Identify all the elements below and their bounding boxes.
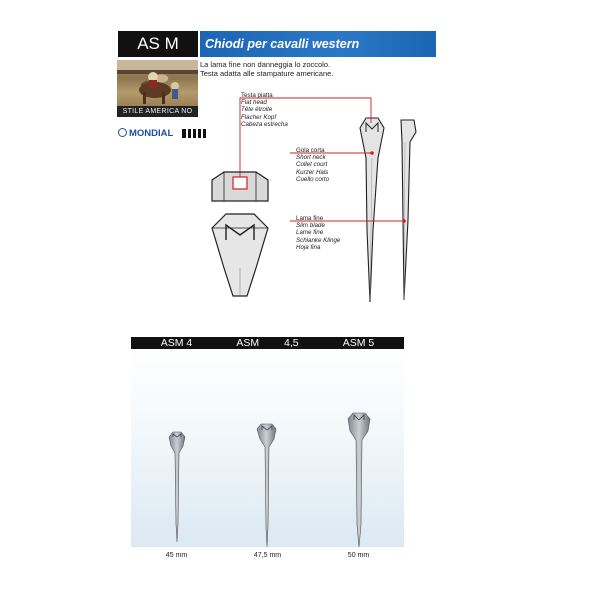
product-title: Chiodi per cavalli western [200,31,436,57]
label-line: Slim blade [296,222,325,230]
label-slim-blade [296,215,340,251]
nail-side-view [401,120,416,300]
size-image [222,349,313,547]
size-length: 45 mm [165,552,188,559]
label-line: Cabeza estrecha [241,120,288,128]
size-column-asm5 [313,337,404,559]
callout-dot [402,219,406,223]
nail-front-view [360,118,384,302]
label-title: Testa piatta [241,92,273,99]
label-line: Short neck [296,154,326,162]
label-line: Collet court [296,161,328,169]
size-name: ASM 4 [131,337,222,349]
label-flat-head [241,92,288,128]
description-line: La lama fine non danneggia lo zoccolo. [200,60,331,69]
label-line: Kurzer Hals [296,168,329,176]
label-line: Flat head [241,99,267,107]
enlarged-nail-head [212,214,268,296]
size-name: ASM 5 [313,337,404,349]
size-image [313,349,404,547]
size-column-asm45 [222,337,313,559]
label-line: Lame fine [296,229,324,237]
size-length: 50 mm [347,552,370,559]
label-short-neck [296,147,329,183]
size-column-asm4 [131,337,222,559]
nail-photo [313,349,404,547]
nail-photo [222,349,313,547]
label-line: Hoja fina [296,243,321,251]
nail-photo [131,349,222,547]
photo-caption: STILE AMERICA NO [117,106,198,117]
label-line: Cuello corto [296,175,330,183]
label-line: Tête étroite [241,106,273,114]
size-image [131,349,222,547]
label-line: Flacher Kopf [241,113,277,121]
callout-dot [370,151,374,155]
size-name: ASM 4,5 [222,337,313,349]
label-title: Gola corta [296,147,325,154]
product-code: AS M [118,31,198,57]
label-title: Lama fine [296,215,324,222]
description-line: Testa adatta alle stampature americane. [200,69,334,78]
label-line: Schlanke Klinge [296,236,341,244]
size-length: 47,5 mm [253,552,282,559]
brand-name: MONDIAL [129,128,174,139]
